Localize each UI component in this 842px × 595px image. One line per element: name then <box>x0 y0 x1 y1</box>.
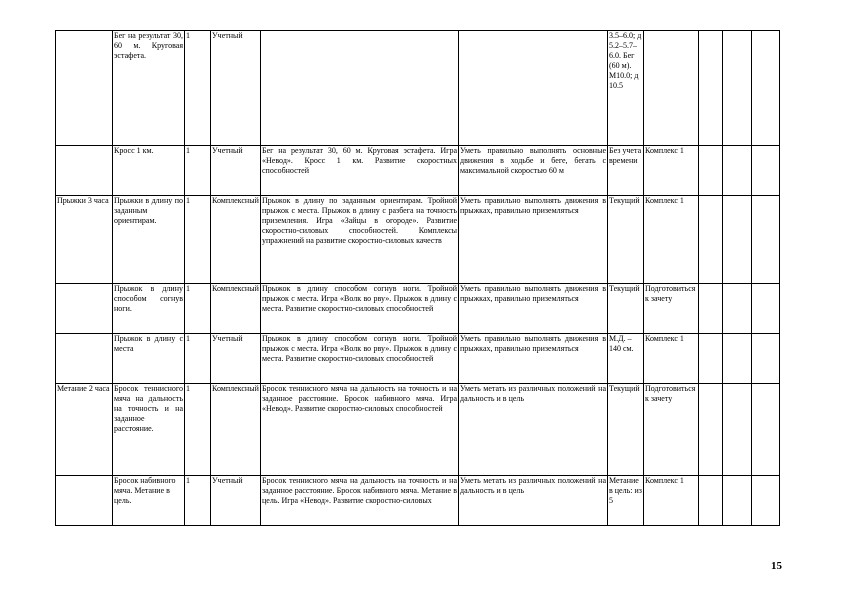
empty-cell <box>723 384 752 476</box>
table-row <box>56 196 780 284</box>
topic-cell: Бросок набивного мяча. Метание в цель. <box>113 476 185 526</box>
empty-cell <box>752 476 780 526</box>
empty-cell <box>723 334 752 384</box>
empty-cell <box>752 196 780 284</box>
empty-cell <box>752 31 780 146</box>
content-cell: Прыжок в длину по заданным ориентирам. Тройной прыжок с места. Прыжок в длину с разбега на точность приземления. Игра «Зайцы в огороде». Развитие скоростно-силовых способностей. Комплексы упражнений на развитие скоростно-силовых качеств <box>261 196 459 284</box>
hours-cell: 1 <box>185 384 211 476</box>
table-row <box>56 334 780 384</box>
page-number: 15 <box>771 560 782 572</box>
topic-cell: Прыжки в длину по заданным ориентирам. <box>113 196 185 284</box>
homework-cell: Комплекс 1 <box>644 334 699 384</box>
control-cell: Метание в цель: из 5 <box>608 476 644 526</box>
empty-cell <box>699 196 723 284</box>
lesson-type-cell: Учетный <box>211 31 261 146</box>
table-row <box>56 384 780 476</box>
empty-cell <box>752 284 780 334</box>
lesson-type-cell: Комплексный <box>211 384 261 476</box>
empty-cell <box>699 384 723 476</box>
empty-cell <box>699 334 723 384</box>
hours-cell: 1 <box>185 476 211 526</box>
control-cell: Без учета времени <box>608 146 644 196</box>
requirements-cell <box>459 31 608 146</box>
lesson-type-cell: Учетный <box>211 146 261 196</box>
homework-cell <box>644 31 699 146</box>
lesson-type-cell: Учетный <box>211 476 261 526</box>
topic-cell: Кросс 1 км. <box>113 146 185 196</box>
lesson-type-cell: Комплексный <box>211 196 261 284</box>
empty-cell <box>752 146 780 196</box>
section-cell <box>56 31 113 146</box>
table-row <box>56 146 780 196</box>
empty-cell <box>723 196 752 284</box>
content-cell: Прыжок в длину способом согнув ноги. Тройной прыжок с места. Игра «Волк во рву». Прыжок в длину с места. Развитие скоростно-силовых способностей <box>261 334 459 384</box>
lesson-plan-table <box>55 30 780 526</box>
empty-cell <box>699 31 723 146</box>
empty-cell <box>699 476 723 526</box>
table-row <box>56 31 780 146</box>
content-cell: Бег на результат 30, 60 м. Круговая эстафета. Игра «Невод». Кросс 1 км. Развитие скоростных способностей <box>261 146 459 196</box>
homework-cell: Комплекс 1 <box>644 146 699 196</box>
requirements-cell: Уметь метать из различных положений на дальность и в цель <box>459 384 608 476</box>
empty-cell <box>699 146 723 196</box>
section-cell <box>56 146 113 196</box>
empty-cell <box>723 284 752 334</box>
control-cell: Текущий <box>608 384 644 476</box>
section-cell <box>56 334 113 384</box>
empty-cell <box>723 476 752 526</box>
topic-cell: Прыжок в длину с места <box>113 334 185 384</box>
homework-cell: Комплекс 1 <box>644 476 699 526</box>
empty-cell <box>723 31 752 146</box>
topic-cell: Бег на результат 30, 60 м. Круговая эстафета. <box>113 31 185 146</box>
homework-cell: Комплекс 1 <box>644 196 699 284</box>
topic-cell: Прыжок в длину способом согнув ноги. <box>113 284 185 334</box>
hours-cell: 1 <box>185 146 211 196</box>
control-cell: М.Д. – 140 см. <box>608 334 644 384</box>
homework-cell: Подготовиться к зачету <box>644 384 699 476</box>
requirements-cell: Уметь правильно выполнять движения в прыжках, правильно приземляться <box>459 284 608 334</box>
section-cell: Метание 2 часа <box>56 384 113 476</box>
content-cell: Бросок теннисного мяча на дальность на точность и на заданное расстояние. Бросок набивного мяча. Игра «Невод». Развитие скоростно-силовых способностей <box>261 384 459 476</box>
requirements-cell: Уметь правильно выполнять движения в прыжках, правильно приземляться <box>459 334 608 384</box>
topic-cell: Бросок теннисного мяча на дальность на точность и на заданное расстояние. <box>113 384 185 476</box>
lesson-type-cell: Учетный <box>211 334 261 384</box>
control-cell: Текущий <box>608 284 644 334</box>
lesson-type-cell: Комплексный <box>211 284 261 334</box>
control-cell: Текущий <box>608 196 644 284</box>
requirements-cell: Уметь правильно выполнять движения в прыжках, правильно приземляться <box>459 196 608 284</box>
hours-cell: 1 <box>185 284 211 334</box>
table-row <box>56 284 780 334</box>
empty-cell <box>723 146 752 196</box>
control-cell: 3.5–6.0; д 5.2–5.7–6.0. Бег (60 м). М10.0; д 10.5 <box>608 31 644 146</box>
section-cell <box>56 476 113 526</box>
requirements-cell: Уметь правильно выполнять основные движения в ходьбе и беге, бегать с максимальной скоростью 60 м <box>459 146 608 196</box>
empty-cell <box>752 334 780 384</box>
content-cell <box>261 31 459 146</box>
requirements-cell: Уметь метать из различных положений на дальность и в цель <box>459 476 608 526</box>
section-cell <box>56 284 113 334</box>
content-cell: Прыжок в длину способом согнув ноги. Тройной прыжок с места. Игра «Волк во рву». Прыжок в длину с места. Развитие скоростно-силовых способностей <box>261 284 459 334</box>
empty-cell <box>752 384 780 476</box>
section-cell: Прыжки 3 часа <box>56 196 113 284</box>
table-row <box>56 476 780 526</box>
homework-cell: Подготовиться к зачету <box>644 284 699 334</box>
empty-cell <box>699 284 723 334</box>
hours-cell: 1 <box>185 31 211 146</box>
hours-cell: 1 <box>185 196 211 284</box>
content-cell: Бросок теннисного мяча на дальность на точность и на заданное расстояние. Бросок набивного мяча. Метание в цель. Игра «Невод». Развитие скоростно-силовых <box>261 476 459 526</box>
hours-cell: 1 <box>185 334 211 384</box>
